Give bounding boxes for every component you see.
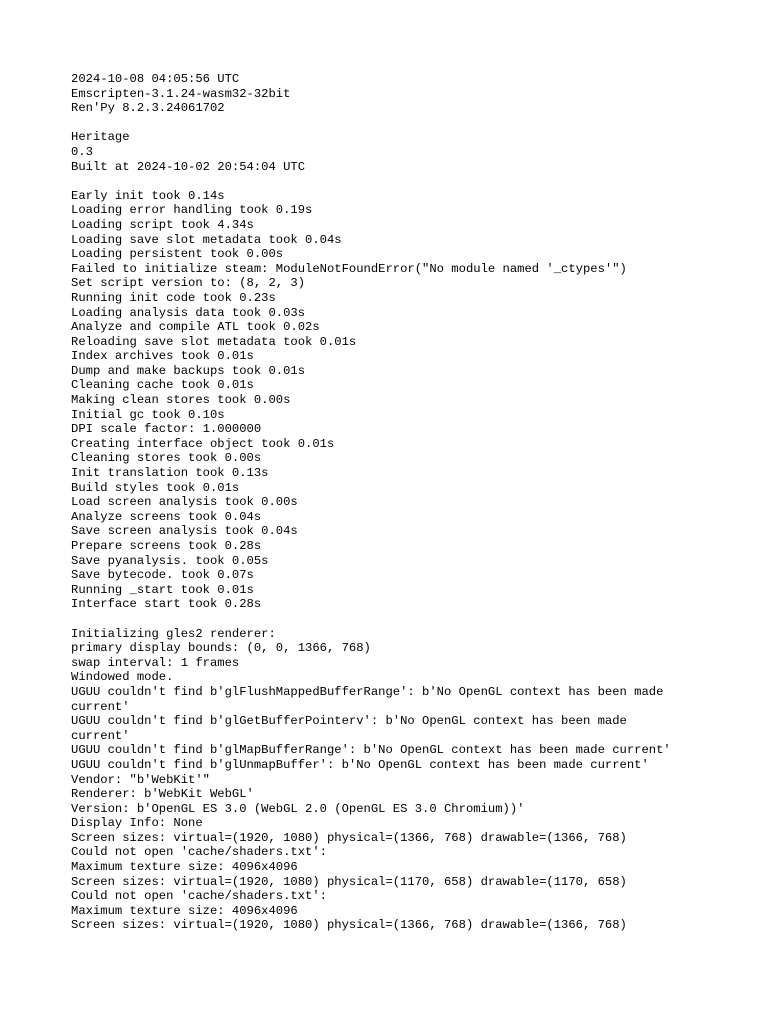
- log-renderer-block: [71, 627, 751, 933]
- log-line: current': [71, 728, 130, 743]
- log-line: Version: b'OpenGL ES 3.0 (WebGL 2.0 (OpenGL ES 3.0 Chromium))': [71, 801, 525, 816]
- log-line: Dump and make backups took 0.01s: [71, 363, 306, 378]
- log-line: Prepare screens took 0.28s: [71, 539, 262, 553]
- log-line: Index archives took 0.01s: [71, 349, 254, 364]
- log-line: 0.3: [71, 144, 93, 159]
- log-line: UGUU couldn't find b'glGetBufferPointerv': b'No OpenGL context has been made: [71, 714, 627, 729]
- blank-line: [71, 116, 751, 131]
- log-line: Ren'Py 8.2.3.24061702: [71, 101, 225, 116]
- blank-line: [71, 612, 751, 627]
- log-line: Emscripten-3.1.24-wasm32-32bit: [71, 86, 291, 101]
- log-line: Init translation took 0.13s: [71, 466, 269, 481]
- log-line: Set script version to: (8, 2, 3): [71, 276, 306, 291]
- log-line: UGUU couldn't find b'glFlushMappedBufferRange': b'No OpenGL context has been made: [71, 684, 664, 699]
- log-line: Save screen analysis took 0.04s: [71, 524, 298, 539]
- log-line: Running _start took 0.01s: [71, 582, 254, 597]
- log-line: Loading analysis data took 0.03s: [71, 305, 306, 320]
- log-line: Running init code took 0.23s: [71, 290, 276, 305]
- log-line: Cleaning cache took 0.01s: [71, 378, 254, 393]
- log-line: Interface start took 0.28s: [71, 597, 262, 612]
- log-startup-block: [71, 189, 751, 612]
- log-line: Screen sizes: virtual=(1920, 1080) physical=(1366, 768) drawable=(1366, 768): [71, 830, 627, 845]
- log-line: Initializing gles2 renderer:: [71, 626, 276, 641]
- log-line: Loading script took 4.34s: [71, 217, 254, 232]
- log-line: swap interval: 1 frames: [71, 655, 240, 670]
- log-line: Early init took 0.14s: [71, 188, 225, 203]
- log-line: UGUU couldn't find b'glUnmapBuffer': b'No OpenGL context has been made current': [71, 757, 649, 772]
- log-line: Vendor: "b'WebKit'": [71, 772, 210, 787]
- log-line: Loading error handling took 0.19s: [71, 203, 313, 218]
- log-line: Analyze and compile ATL took 0.02s: [71, 320, 320, 335]
- log-line: Initial gc took 0.10s: [71, 407, 225, 422]
- log-line: Reloading save slot metadata took 0.01s: [71, 334, 357, 349]
- log-line: Load screen analysis took 0.00s: [71, 495, 298, 510]
- log-line: Save pyanalysis. took 0.05s: [71, 553, 269, 568]
- log-line: Built at 2024-10-02 20:54:04 UTC: [71, 159, 306, 174]
- log-line: Maximum texture size: 4096x4096: [71, 860, 298, 875]
- log-line: Making clean stores took 0.00s: [71, 393, 291, 408]
- log-line: Could not open 'cache/shaders.txt':: [71, 889, 327, 904]
- log-game-block: [71, 130, 751, 174]
- blank-line: [71, 174, 751, 189]
- log-header-block: [71, 72, 751, 116]
- log-line: Heritage: [71, 130, 130, 145]
- log-line: Screen sizes: virtual=(1920, 1080) physical=(1170, 658) drawable=(1170, 658): [71, 874, 627, 889]
- log-line: Creating interface object took 0.01s: [71, 436, 335, 451]
- log-line: Could not open 'cache/shaders.txt':: [71, 845, 327, 860]
- log-line: UGUU couldn't find b'glMapBufferRange': b'No OpenGL context has been made current': [71, 743, 671, 758]
- log-line: Analyze screens took 0.04s: [71, 509, 262, 524]
- log-line: current': [71, 699, 130, 714]
- log-line: Save bytecode. took 0.07s: [71, 568, 254, 583]
- log-line: Build styles took 0.01s: [71, 480, 240, 495]
- log-line: DPI scale factor: 1.000000: [71, 422, 262, 437]
- log-line: Loading save slot metadata took 0.04s: [71, 232, 342, 247]
- log-line: primary display bounds: (0, 0, 1366, 768): [71, 641, 371, 656]
- log-line: Cleaning stores took 0.00s: [71, 451, 262, 466]
- log-line: Maximum texture size: 4096x4096: [71, 903, 298, 918]
- log-line: Display Info: None: [71, 816, 203, 831]
- log-line: Renderer: b'WebKit WebGL': [71, 787, 254, 802]
- log-line: 2024-10-08 04:05:56 UTC: [71, 72, 240, 86]
- log-line: Screen sizes: virtual=(1920, 1080) physical=(1366, 768) drawable=(1366, 768): [71, 918, 627, 933]
- log-line: Loading persistent took 0.00s: [71, 247, 284, 262]
- log-line: Failed to initialize steam: ModuleNotFoundError("No module named '_ctypes'"): [71, 261, 627, 276]
- log-line: Windowed mode.: [71, 670, 174, 685]
- log-document: [71, 72, 751, 933]
